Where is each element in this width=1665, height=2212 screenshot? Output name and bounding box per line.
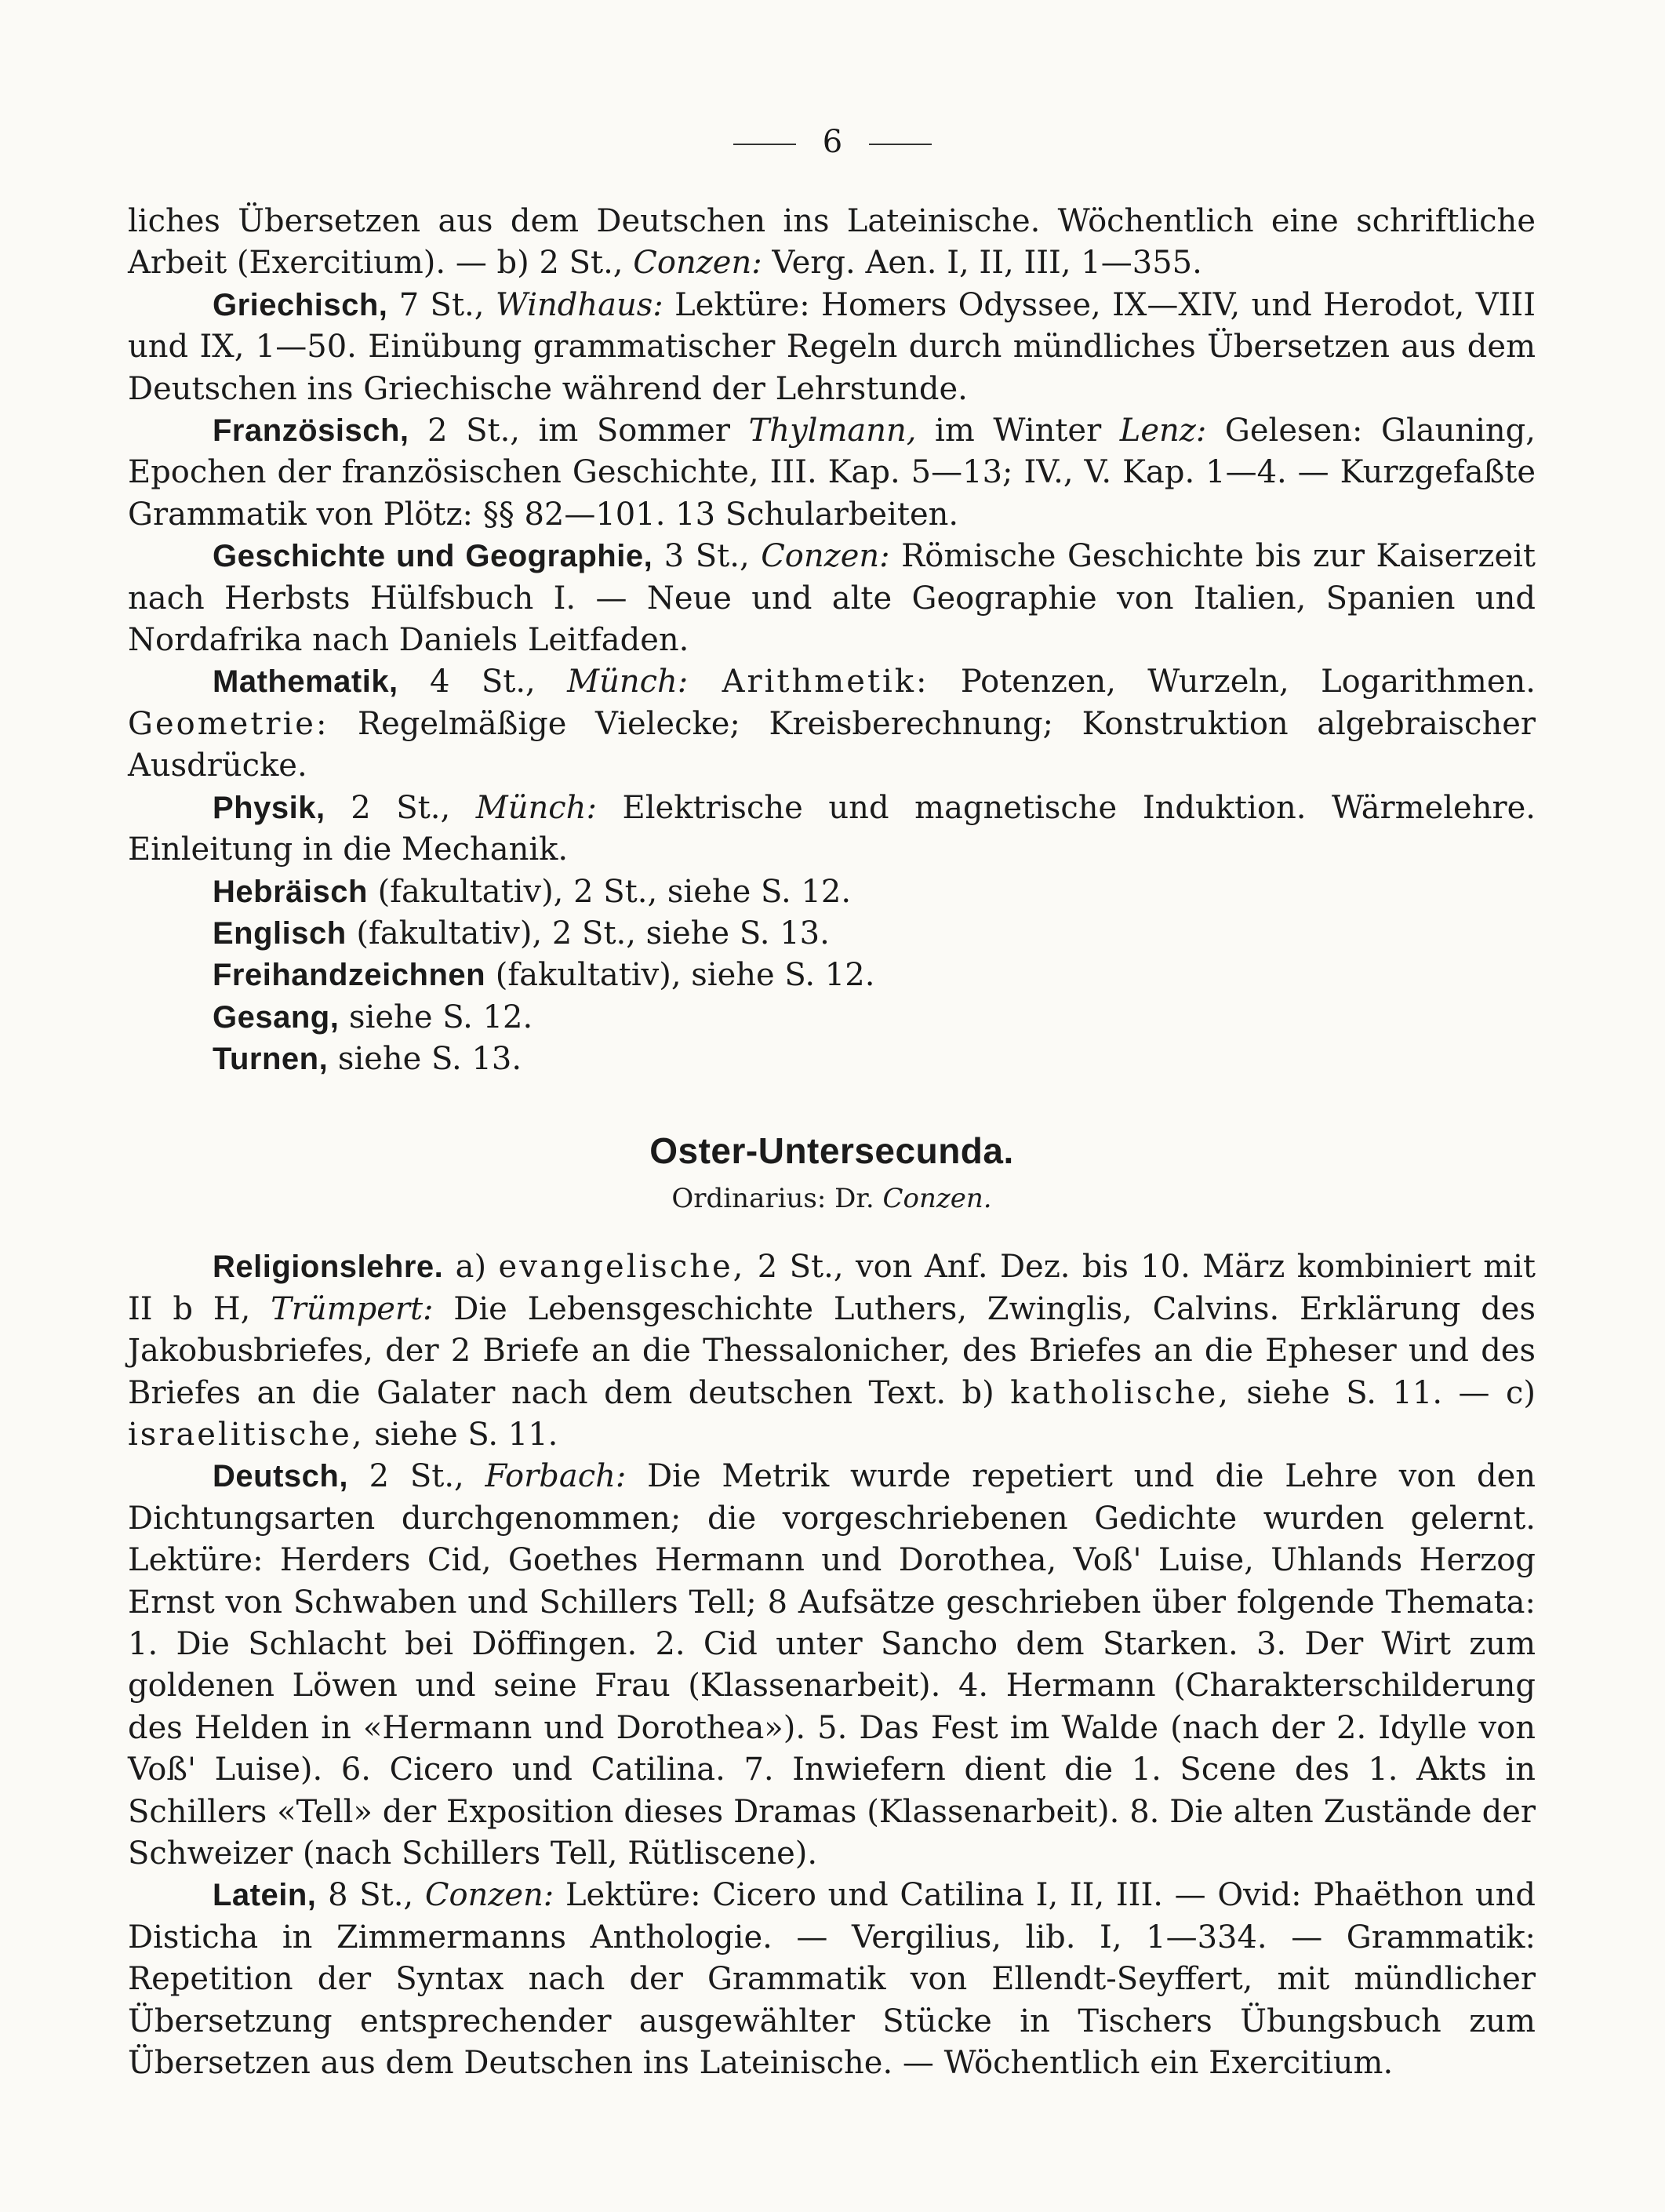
subject-heading: Latein,	[213, 1878, 317, 1913]
paragraph-franzoesisch: Französisch, 2 St., im Sommer Thylmann, im Winter Lenz: Gelesen: Glauning, Epochen der französischen Geschichte, III. Kap. 5—13; IV., V. Kap. 1—4. — Kurzgefaßte Grammatik von Plötz: §§ 82—101. 13 Schularbeiten.	[128, 413, 1536, 533]
paragraph-griechisch: Griechisch, 7 St., Windhaus: Lektüre: Homers Odyssee, IX—XIV, und Herodot, VIII und IX, 1—50. Einübung grammatischer Regeln durch mündliches Übersetzen aus dem Deutschen ins Griechische während der Lehrstunde.	[128, 286, 1536, 407]
teacher-name: Trümpert:	[271, 1290, 434, 1327]
teacher-name: Forbach:	[485, 1458, 627, 1495]
teacher-name: Conzen:	[424, 1877, 554, 1914]
page-number-dash-left	[733, 144, 796, 145]
teacher-name: Conzen:	[761, 538, 890, 575]
teacher-name: Windhaus:	[495, 286, 663, 323]
paragraph-englisch: Englisch (fakultativ), 2 St., siehe S. 13.	[213, 915, 830, 951]
subject-heading: Englisch	[213, 915, 347, 951]
body-text	[128, 201, 1536, 2084]
subject-heading: Religionslehre.	[213, 1250, 444, 1285]
paragraph-latein: Latein, 8 St., Conzen: Lektüre: Cicero und Catilina I, II, III. — Ovid: Phaëthon und Disticha in Zimmermanns Anthologie. — Vergilius, lib. I, 1—334. — Grammatik: Repetition der Syntax nach der Grammatik von Ellendt-Seyffert, mit mündlicher Übersetzung entsprechender ausgewählter Stücke in Tischers Übungsbuch zum Übersetzen aus dem Deutschen ins Lateinische. — Wöchentlich ein Exercitium.	[128, 1877, 1536, 2082]
paragraph-hebraeisch: Hebräisch (fakultativ), 2 St., siehe S. 12.	[213, 873, 852, 910]
subject-heading: Französisch,	[213, 413, 409, 449]
teacher-name: Thylmann,	[748, 413, 917, 449]
page-number	[0, 124, 1665, 160]
page-number-dash-right	[869, 144, 932, 145]
subject-heading: Turnen,	[213, 1042, 329, 1077]
subject-heading: Deutsch,	[213, 1459, 348, 1494]
page-number-value: 6	[822, 124, 843, 160]
subject-heading: Mathematik,	[213, 664, 398, 700]
paragraph-turnen: Turnen, siehe S. 13.	[213, 1041, 522, 1078]
paragraph-gesang: Gesang, siehe S. 12.	[213, 999, 533, 1035]
paragraph-physik: Physik, 2 St., Münch: Elektrische und magnetische Induktion. Wärmelehre. Einleitung in die Mechanik.	[128, 789, 1536, 868]
subject-heading: Gesang,	[213, 999, 340, 1035]
paragraph-latein-continued: liches Übersetzen aus dem Deutschen ins Lateinische. Wöchentlich eine schriftliche Arbeit (Exercitium). — b) 2 St., Conzen: Verg. Aen. I, II, III, 1—355.	[128, 203, 1536, 282]
teacher-name: Münch:	[475, 789, 597, 826]
paragraph-geschichte: Geschichte und Geographie, 3 St., Conzen: Römische Geschichte bis zur Kaiserzeit nach Herbsts Hülfsbuch I. — Neue und alte Geographie von Italien, Spanien und Nordafrika nach Daniels Leitfaden.	[128, 538, 1536, 659]
section-title: Oster-Untersecunda.	[649, 1130, 1014, 1171]
subject-heading: Griechisch,	[213, 287, 388, 322]
ordinarius-line: Ordinarius: Dr. Conzen.	[671, 1182, 992, 1214]
subject-heading: Freihandzeichnen	[213, 958, 486, 993]
teacher-name: Lenz:	[1119, 413, 1207, 449]
paragraph-deutsch: Deutsch, 2 St., Forbach: Die Metrik wurde repetiert und die Lehre von den Dichtungsarten durchgenommen; die vorgeschriebenen Gedichte wurden gelernt. Lektüre: Herders Cid, Goethes Hermann und Dorothea, Voß' Luise, Uhlands Herzog Ernst von Schwaben und Schillers Tell; 8 Aufsätze geschrieben über folgende Themata: 1. Die Schlacht bei Döffingen. 2. Cid unter Sancho dem Starken. 3. Der Wirt zum goldenen Löwen und seine Frau (Klassenarbeit). 4. Hermann (Charakterschilderung des Helden in «Hermann und Dorothea»). 5. Das Fest im Walde (nach der 2. Idylle von Voß' Luise). 6. Cicero und Catilina. 7. Inwiefern dient die 1. Scene des 1. Akts in Schillers «Tell» der Exposition dieses Dramas (Klassenarbeit). 8. Die alten Zustände der Schweizer (nach Schillers Tell, Rütliscene).	[128, 1458, 1536, 1872]
teacher-name: Münch:	[567, 664, 689, 700]
paragraph-mathematik: Mathematik, 4 St., Münch: Arithmetik: Potenzen, Wurzeln, Logarithmen. Geometrie: Regelmäßige Vielecke; Kreisberechnung; Konstruktion algebraischer Ausdrücke.	[128, 664, 1536, 784]
paragraph-religionslehre: Religionslehre. a) evangelische, 2 St., von Anf. Dez. bis 10. März kombiniert mit II b H, Trümpert: Die Lebensgeschichte Luthers, Zwinglis, Calvins. Erklärung des Jakobusbriefes, der 2 Briefe an die Thessalonicher, des Briefes an die Epheser und des Briefes an die Galater nach dem deutschen Text. b) katholische, siehe S. 11. — c) israelitische, siehe S. 11.	[128, 1249, 1536, 1453]
subject-heading: Physik,	[213, 790, 325, 825]
subject-heading: Geschichte und Geographie,	[213, 539, 653, 574]
paragraph-freihandzeichnen: Freihandzeichnen (fakultativ), siehe S. 12.	[213, 957, 875, 994]
subject-heading: Hebräisch	[213, 874, 368, 909]
